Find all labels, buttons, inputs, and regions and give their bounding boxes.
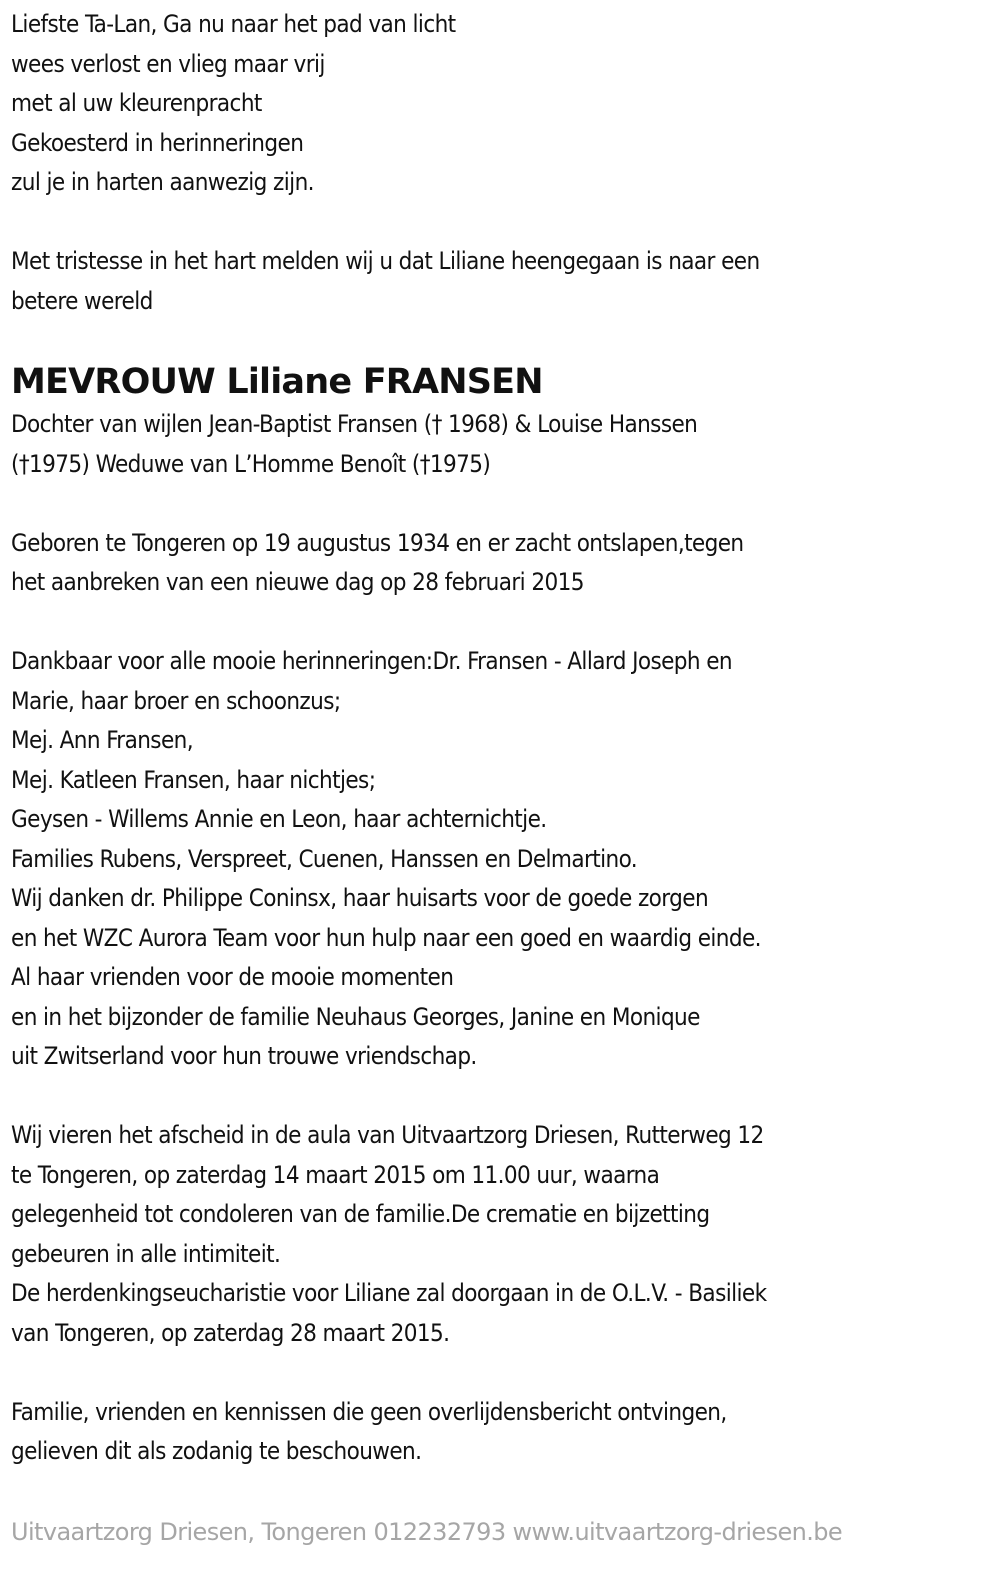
thanks-line: Families Rubens, Verspreet, Cuenen, Hanssen en Delmartino.: [11, 844, 638, 873]
thanks-line: en het WZC Aurora Team voor hun hulp naar een goed en waardig einde.: [11, 923, 761, 952]
parents-line: Dochter van wijlen Jean-Baptist Fransen († 1968) & Louise Hanssen: [11, 410, 698, 438]
thanks-line: uit Zwitserland voor hun trouwe vriendschap.: [11, 1042, 477, 1070]
spacer: [11, 603, 991, 643]
deceased-name: MEVROUW Liliane FRANSEN: [11, 362, 543, 402]
poem-line: met al uw kleurenpracht: [11, 89, 262, 117]
thanks-line: Mej. Katleen Fransen, haar nichtjes;: [11, 765, 376, 794]
ceremony-line: te Tongeren, op zaterdag 14 maart 2015 om 11.00 uur, waarna: [11, 1160, 660, 1189]
thanks-line: Wij danken dr. Philippe Coninsx, haar huisarts voor de goede zorgen: [11, 884, 709, 912]
thanks-line: Geysen - Willems Annie en Leon, haar achternichtje.: [11, 805, 547, 833]
spacer: [11, 203, 991, 243]
spacer: [11, 321, 991, 353]
ceremony: [11, 1116, 991, 1353]
announcement: [11, 242, 991, 321]
closing-line: gelieven dit als zodanig te beschouwen.: [11, 1437, 422, 1465]
thanks-line: Marie, haar broer en schoonzus;: [11, 686, 341, 715]
thanks-line: Dankbaar voor alle mooie herinneringen:Dr. Fransen - Allard Joseph en: [11, 647, 733, 675]
parents-line: (†1975) Weduwe van L’Homme Benoît (†1975): [11, 449, 491, 478]
birth-death-line: Geboren te Tongeren op 19 augustus 1934 en er zacht ontslapen,tegen: [11, 528, 744, 557]
ceremony-line: Wij vieren het afscheid in de aula van Uitvaartzorg Driesen, Rutterweg 12: [11, 1121, 764, 1149]
spacer: [11, 484, 991, 524]
thanks-line: Al haar vrienden voor de mooie momenten: [11, 963, 454, 991]
funeral-home-footer: Uitvaartzorg Driesen, Tongeren 012232793 www.uitvaartzorg-driesen.be: [11, 1518, 843, 1546]
birth-death-line: het aanbreken van een nieuwe dag op 28 februari 2015: [11, 568, 584, 596]
ceremony-line: De herdenkingseucharistie voor Liliane zal doorgaan in de O.L.V. - Basiliek: [11, 1279, 767, 1307]
thanks-line: en in het bijzonder de familie Neuhaus Georges, Janine en Monique: [11, 1002, 700, 1031]
closing-line: Familie, vrienden en kennissen die geen overlijdensbericht ontvingen,: [11, 1397, 727, 1426]
poem-line: wees verlost en vlieg maar vrij: [11, 49, 325, 78]
announcement-line: Met tristesse in het hart melden wij u dat Liliane heengegaan is naar een: [11, 247, 760, 275]
birth-death: [11, 524, 991, 603]
closing: [11, 1393, 991, 1472]
obituary-document: [11, 5, 991, 1472]
announcement-line: betere wereld: [11, 286, 153, 315]
thanks: [11, 642, 991, 1077]
ceremony-line: gelegenheid tot condoleren van de familie.De crematie en bijzetting: [11, 1200, 710, 1228]
poem-line: Liefste Ta-Lan, Ga nu naar het pad van licht: [11, 10, 456, 38]
poem-line: zul je in harten aanwezig zijn.: [11, 168, 314, 196]
poem-line: Gekoesterd in herinneringen: [11, 128, 304, 157]
ceremony-line: gebeuren in alle intimiteit.: [11, 1239, 281, 1268]
poem: [11, 5, 991, 203]
spacer: [11, 1353, 991, 1393]
ceremony-line: van Tongeren, op zaterdag 28 maart 2015.: [11, 1318, 450, 1347]
thanks-line: Mej. Ann Fransen,: [11, 726, 193, 754]
spacer: [11, 1077, 991, 1117]
deceased-info: [11, 357, 991, 484]
